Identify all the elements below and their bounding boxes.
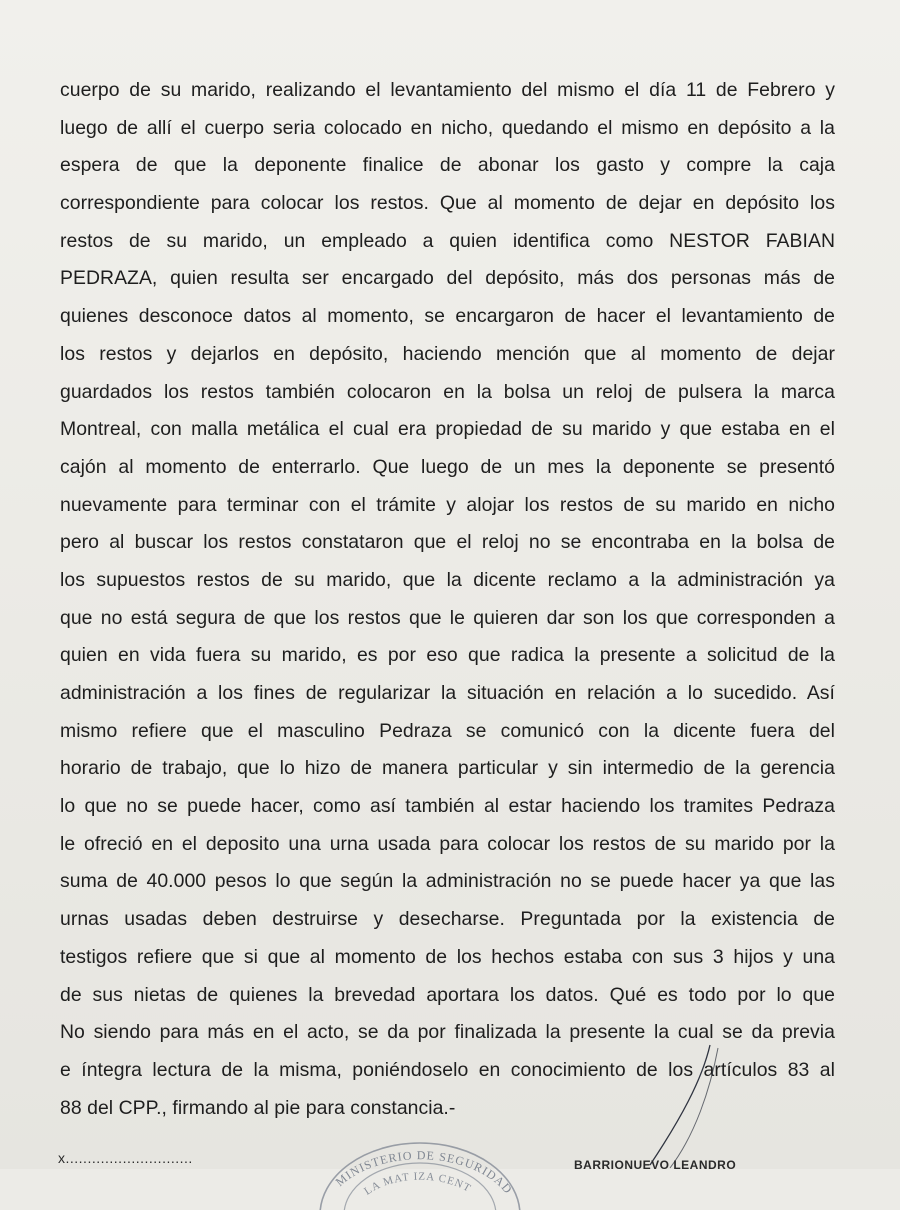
text-line: los restos y dejarlos en depósito, haciendo mención que al momento de dejar bbox=[60, 342, 835, 365]
text-line: e íntegra lectura de la misma, poniéndoselo en conocimiento de los artículos 83 al bbox=[60, 1058, 835, 1081]
seal-text-top: MINISTERIO DE SEGURIDAD bbox=[332, 1148, 516, 1197]
text-line: testigos refiere que si que al momento de los hechos estaba con sus 3 hijos y una bbox=[60, 945, 835, 968]
svg-text:LA MAT IZA CENT bbox=[362, 1171, 473, 1198]
text-line: cajón al momento de enterrarlo. Que luego de un mes la deponente se presentó bbox=[60, 455, 835, 478]
text-line: pero al buscar los restos constataron que el reloj no se encontraba en la bolsa de bbox=[60, 531, 835, 554]
text-line: restos de su marido, un empleado a quien identifica como NESTOR FABIAN bbox=[60, 229, 835, 252]
text-line: urnas usadas deben destruirse y desecharse. Preguntada por la existencia de bbox=[60, 908, 835, 931]
signature-line: x............................. bbox=[58, 1150, 193, 1166]
text-line: horario de trabajo, que lo hizo de manera particular y sin intermedio de la gerencia bbox=[60, 757, 835, 780]
text-line: 88 del CPP., firmando al pie para constancia.- bbox=[60, 1096, 456, 1119]
text-line: PEDRAZA, quien resulta ser encargado del depósito, más dos personas más de bbox=[60, 267, 835, 290]
text-line: quien en vida fuera su marido, es por eso que radica la presente a solicitud de la bbox=[60, 644, 835, 667]
text-line: No siendo para más en el acto, se da por finalizada la presente la cual se da previa bbox=[60, 1021, 835, 1044]
official-seal bbox=[310, 1120, 530, 1210]
text-line: Montreal, con malla metálica el cual era propiedad de su marido y que estaba en el bbox=[60, 418, 835, 441]
text-line: suma de 40.000 pesos lo que según la administración no se puede hacer ya que las bbox=[60, 870, 835, 893]
seal-text-mid: LA MAT IZA CENT bbox=[362, 1170, 474, 1198]
text-line: nuevamente para terminar con el trámite y alojar los restos de su marido en nicho bbox=[60, 493, 835, 516]
text-line: le ofreció en el deposito una urna usada para colocar los restos de su marido por la bbox=[60, 832, 835, 855]
text-line: guardados los restos también colocaron en la bolsa un reloj de pulsera la marca bbox=[60, 380, 835, 403]
text-line: luego de allí el cuerpo seria colocado en nicho, quedando el mismo en depósito a la bbox=[60, 116, 835, 139]
text-line: espera de que la deponente finalice de abonar los gasto y compre la caja bbox=[60, 154, 835, 177]
text-line: quienes desconoce datos al momento, se encargaron de hacer el levantamiento de bbox=[60, 305, 835, 328]
text-line: los supuestos restos de su marido, que la dicente reclamo a la administración ya bbox=[60, 568, 835, 591]
text-line: que no está segura de que los restos que le quieren dar son los que corresponden a bbox=[60, 606, 835, 629]
text-line: lo que no se puede hacer, como así también al estar haciendo los tramites Pedraza bbox=[60, 795, 835, 818]
text-line: administración a los fines de regularizar la situación en relación a lo sucedido. Así bbox=[60, 682, 835, 704]
signature-stroke bbox=[640, 1040, 760, 1170]
text-line: cuerpo de su marido, realizando el levantamiento del mismo el día 11 de Febrero y bbox=[60, 79, 835, 101]
text-line: mismo refiere que el masculino Pedraza se comunicó con la dicente fuera del bbox=[60, 719, 835, 742]
document-body bbox=[60, 72, 835, 1127]
text-line: de sus nietas de quienes la brevedad aportara los datos. Qué es todo por lo que bbox=[60, 983, 835, 1006]
signer-name: BARRIONUEVO LEANDRO bbox=[574, 1158, 737, 1172]
text-line: correspondiente para colocar los restos. Que al momento de dejar en depósito los bbox=[60, 192, 835, 215]
